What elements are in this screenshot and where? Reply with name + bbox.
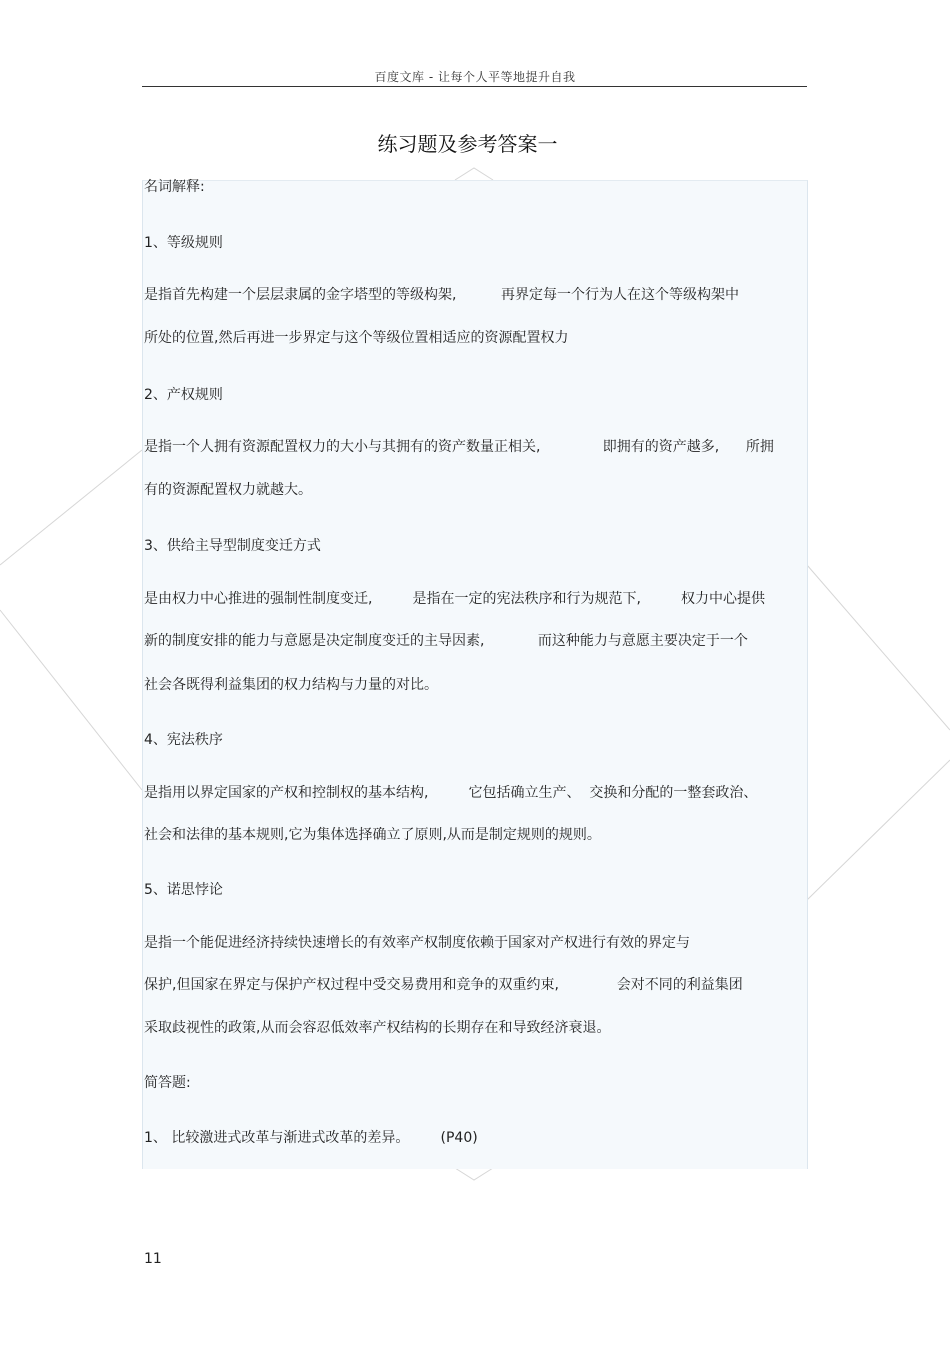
paragraph-line: 是指一个人拥有资源配置权力的大小与其拥有的资产数量正相关, 即拥有的资产越多, 所拥 bbox=[144, 439, 774, 455]
term-heading: 5、诺思悖论 bbox=[144, 882, 223, 898]
paragraph-line: 社会和法律的基本规则,它为集体选择确立了原则,从而是制定规则的规则。 bbox=[144, 827, 601, 843]
term-heading: 4、宪法秩序 bbox=[144, 732, 223, 748]
question-item: 1、 比较激进式改革与渐进式改革的差异。 (P40) bbox=[144, 1130, 478, 1146]
paragraph-line: 是指用以界定国家的产权和控制权的基本结构, 它包括确立生产、 交换和分配的一整套政治、 bbox=[144, 785, 758, 801]
paragraph-line: 新的制度安排的能力与意愿是决定制度变迁的主导因素, 而这种能力与意愿主要决定于一个 bbox=[144, 633, 748, 649]
paragraph-line: 是指首先构建一个层层隶属的金字塔型的等级构架, 再界定每一个行为人在这个等级构架中 bbox=[144, 287, 739, 303]
term-heading: 3、供给主导型制度变迁方式 bbox=[144, 538, 321, 554]
paragraph-line: 社会各既得利益集团的权力结构与力量的对比。 bbox=[144, 677, 438, 693]
document-title: 练习题及参考答案一 bbox=[377, 132, 558, 156]
paragraph-line: 保护,但国家在界定与保护产权过程中受交易费用和竞争的双重约束, 会对不同的利益集团 bbox=[144, 977, 743, 993]
term-heading: 2、产权规则 bbox=[144, 387, 223, 403]
paragraph-line: 是指一个能促进经济持续快速增长的有效率产权制度依赖于国家对产权进行有效的界定与 bbox=[144, 935, 690, 951]
section-heading-definitions: 名词解释: bbox=[144, 179, 205, 195]
paragraph-line: 是由权力中心推进的强制性制度变迁, 是指在一定的宪法秩序和行为规范下, 权力中心提供 bbox=[144, 591, 766, 607]
paragraph-line: 所处的位置,然后再进一步界定与这个等级位置相适应的资源配置权力 bbox=[144, 330, 569, 346]
term-heading: 1、等级规则 bbox=[144, 235, 223, 251]
page-number: 11 bbox=[144, 1251, 162, 1267]
paragraph-line: 有的资源配置权力就越大。 bbox=[144, 482, 312, 498]
header-text: 百度文库 - 让每个人平等地提升自我 bbox=[374, 70, 576, 84]
paragraph-line: 采取歧视性的政策,从而会容忍低效率产权结构的长期存在和导致经济衰退。 bbox=[144, 1020, 611, 1036]
section-heading-short-answer: 简答题: bbox=[144, 1075, 191, 1091]
